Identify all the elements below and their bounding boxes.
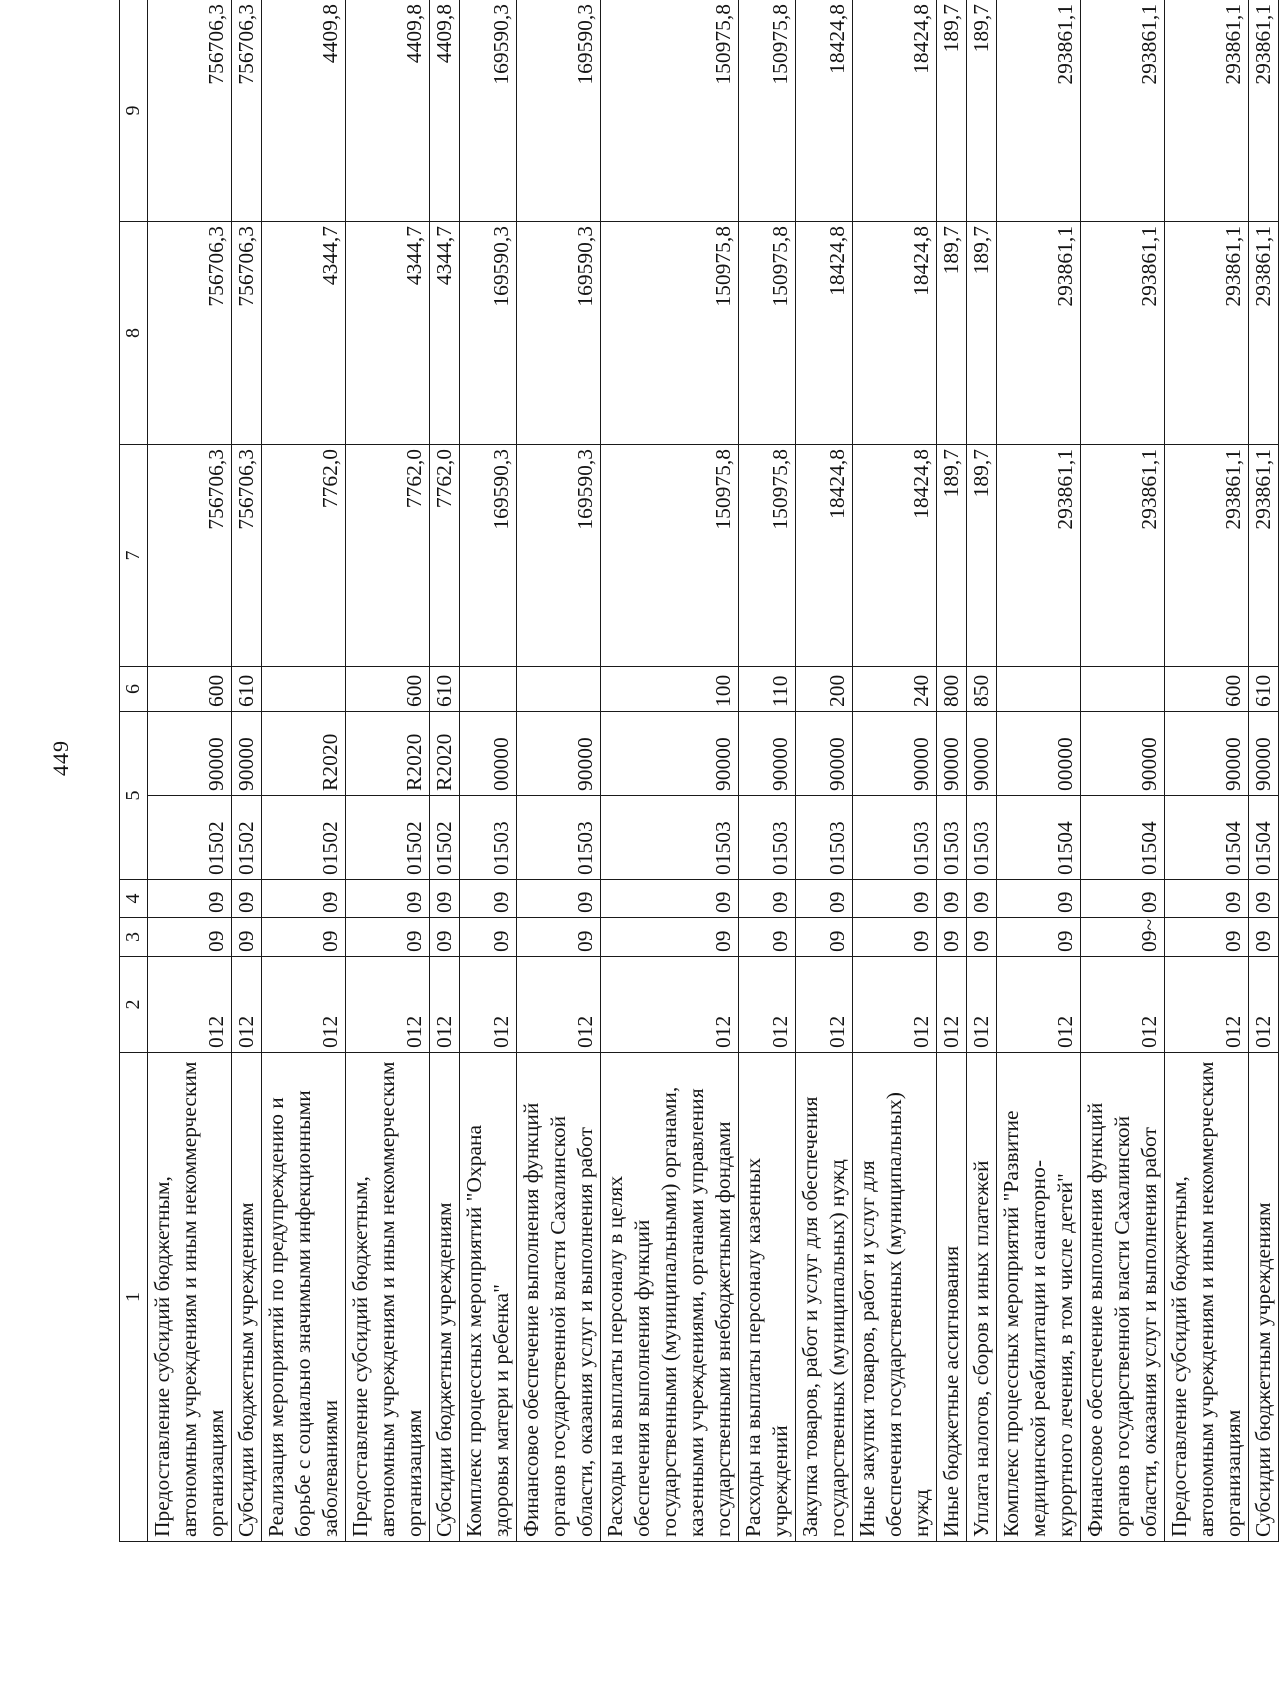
cell-amount-col9: 150975,8 xyxy=(601,0,739,222)
cell-amount-col8: 189,7 xyxy=(937,222,967,445)
cell-amount-col7: 169590,3 xyxy=(460,445,517,667)
cell-amount-col8: 150975,8 xyxy=(739,222,796,445)
header-col-1: 1 xyxy=(120,1053,148,1542)
cell-subsection: 09 xyxy=(430,880,460,918)
cell-target-article-direction: 90000 xyxy=(796,712,853,796)
cell-admin-code: 012 xyxy=(937,957,967,1053)
cell-section: 09 xyxy=(460,918,517,957)
cell-target-article-direction: 90000 xyxy=(148,712,232,796)
cell-target-article-direction: 90000 xyxy=(1165,712,1249,796)
row-description: Реализация мероприятий по предупреждению и борьбе с социально значимыми инфекционными заболеваниями xyxy=(262,1053,346,1542)
cell-amount-col7: 293861,1 xyxy=(997,445,1081,667)
header-col-3: 3 xyxy=(120,918,148,957)
cell-amount-col7: 150975,8 xyxy=(739,445,796,667)
cell-amount-col7: 293861,1 xyxy=(1165,445,1249,667)
row-description: Расходы на выплаты персоналу в целях обеспечения выполнения функций государственными (муниципальными) органами, казенными учреждениями, органами управления государственными внебюджетными фондами xyxy=(601,1053,739,1542)
cell-expense-type xyxy=(517,667,601,712)
cell-subsection: 09 xyxy=(148,880,232,918)
cell-expense-type: 110 xyxy=(739,667,796,712)
cell-section: 09 xyxy=(796,918,853,957)
cell-amount-col8: 756706,3 xyxy=(148,222,232,445)
cell-subsection: 09 xyxy=(1165,880,1249,918)
cell-amount-col7: 756706,3 xyxy=(232,445,262,667)
cell-admin-code: 012 xyxy=(967,957,997,1053)
cell-expense-type: 610 xyxy=(430,667,460,712)
row-description: Предоставление субсидий бюджетным, автономным учреждениям и иным некоммерческим организациям xyxy=(346,1053,430,1542)
cell-admin-code: 012 xyxy=(460,957,517,1053)
header-col-6: 6 xyxy=(120,667,148,712)
cell-amount-col7: 7762,0 xyxy=(262,445,346,667)
cell-target-article-program: 01502 xyxy=(430,796,460,880)
row-description: Расходы на выплаты персоналу казенных учреждений xyxy=(739,1053,796,1542)
cell-admin-code: 012 xyxy=(232,957,262,1053)
cell-expense-type: 100 xyxy=(601,667,739,712)
row-description: Комплекс процессных мероприятий "Охрана здоровья матери и ребенка" xyxy=(460,1053,517,1542)
cell-target-article-program: 01504 xyxy=(1081,796,1165,880)
cell-target-article-direction: 90000 xyxy=(232,712,262,796)
cell-amount-col8: 18424,8 xyxy=(796,222,853,445)
cell-subsection: 09 xyxy=(1081,880,1165,918)
cell-expense-type: 850 xyxy=(967,667,997,712)
cell-subsection: 09 xyxy=(262,880,346,918)
cell-subsection: 09 xyxy=(232,880,262,918)
cell-amount-col7: 169590,3 xyxy=(517,445,601,667)
row-description: Финансовое обеспечение выполнения функций органов государственной власти Сахалинской области, оказания услуг и выполнения работ xyxy=(517,1053,601,1542)
cell-target-article-direction: 90000 xyxy=(853,712,937,796)
header-col-9: 9 xyxy=(120,0,148,222)
cell-section: 09 xyxy=(430,918,460,957)
table-row xyxy=(853,0,937,1542)
cell-target-article-program: 01502 xyxy=(346,796,430,880)
cell-admin-code: 012 xyxy=(262,957,346,1053)
cell-amount-col9: 18424,8 xyxy=(853,0,937,222)
table-row xyxy=(346,0,430,1542)
cell-admin-code: 012 xyxy=(997,957,1081,1053)
cell-amount-col8: 293861,1 xyxy=(997,222,1081,445)
cell-amount-col8: 293861,1 xyxy=(1165,222,1249,445)
cell-target-article-direction: 00000 xyxy=(460,712,517,796)
cell-section: 09 xyxy=(739,918,796,957)
cell-target-article-direction: 90000 xyxy=(937,712,967,796)
cell-amount-col9: 756706,3 xyxy=(148,0,232,222)
table-row xyxy=(937,0,967,1542)
cell-target-article-program: 01502 xyxy=(262,796,346,880)
cell-section: 09~ xyxy=(1081,918,1165,957)
cell-amount-col9: 189,7 xyxy=(937,0,967,222)
cell-section: 09 xyxy=(1165,918,1249,957)
cell-admin-code: 012 xyxy=(1081,957,1165,1053)
cell-target-article-direction: R2020 xyxy=(346,712,430,796)
cell-amount-col8: 293861,1 xyxy=(1249,222,1279,445)
cell-target-article-direction: 90000 xyxy=(517,712,601,796)
table-row xyxy=(796,0,853,1542)
cell-amount-col9: 4409,8 xyxy=(346,0,430,222)
cell-admin-code: 012 xyxy=(853,957,937,1053)
cell-target-article-program: 01502 xyxy=(148,796,232,880)
table-row xyxy=(460,0,517,1542)
row-description: Предоставление субсидий бюджетным, автономным учреждениям и иным некоммерческим организациям xyxy=(1165,1053,1249,1542)
cell-admin-code: 012 xyxy=(430,957,460,1053)
cell-amount-col8: 169590,3 xyxy=(517,222,601,445)
cell-amount-col9: 293861,1 xyxy=(1165,0,1249,222)
cell-expense-type: 200 xyxy=(796,667,853,712)
cell-subsection: 09 xyxy=(346,880,430,918)
cell-amount-col7: 150975,8 xyxy=(601,445,739,667)
table-row xyxy=(262,0,346,1542)
cell-target-article-program: 01504 xyxy=(997,796,1081,880)
cell-amount-col9: 169590,3 xyxy=(460,0,517,222)
cell-target-article-direction: R2020 xyxy=(262,712,346,796)
cell-expense-type: 240 xyxy=(853,667,937,712)
row-description: Субсидии бюджетным учреждениям xyxy=(430,1053,460,1542)
cell-expense-type: 600 xyxy=(1165,667,1249,712)
cell-amount-col7: 18424,8 xyxy=(796,445,853,667)
row-description: Субсидии бюджетным учреждениям xyxy=(1249,1053,1279,1542)
cell-admin-code: 012 xyxy=(739,957,796,1053)
cell-amount-col9: 150975,8 xyxy=(739,0,796,222)
cell-amount-col9: 293861,1 xyxy=(1249,0,1279,222)
cell-amount-col9: 293861,1 xyxy=(997,0,1081,222)
cell-expense-type: 600 xyxy=(346,667,430,712)
cell-target-article-program: 01503 xyxy=(796,796,853,880)
table-row xyxy=(967,0,997,1542)
cell-target-article-direction: 90000 xyxy=(1081,712,1165,796)
cell-amount-col7: 756706,3 xyxy=(148,445,232,667)
cell-subsection: 09 xyxy=(796,880,853,918)
row-description: Финансовое обеспечение выполнения функций органов государственной власти Сахалинской области, оказания услуг и выполнения работ xyxy=(1081,1053,1165,1542)
cell-amount-col7: 189,7 xyxy=(937,445,967,667)
cell-amount-col7: 7762,0 xyxy=(346,445,430,667)
table-row xyxy=(997,0,1081,1542)
cell-subsection: 09 xyxy=(739,880,796,918)
cell-target-article-direction: 90000 xyxy=(1249,712,1279,796)
cell-target-article-program: 01503 xyxy=(460,796,517,880)
cell-section: 09 xyxy=(967,918,997,957)
cell-target-article-program: 01504 xyxy=(1165,796,1249,880)
cell-subsection: 09 xyxy=(937,880,967,918)
header-col-8: 8 xyxy=(120,222,148,445)
cell-subsection: 09 xyxy=(517,880,601,918)
cell-target-article-program: 01502 xyxy=(232,796,262,880)
cell-section: 09 xyxy=(517,918,601,957)
cell-target-article-program: 01504 xyxy=(1249,796,1279,880)
cell-target-article-program: 01503 xyxy=(739,796,796,880)
cell-amount-col9: 4409,8 xyxy=(430,0,460,222)
cell-section: 09 xyxy=(346,918,430,957)
cell-expense-type xyxy=(262,667,346,712)
cell-expense-type xyxy=(997,667,1081,712)
cell-amount-col9: 189,7 xyxy=(967,0,997,222)
cell-section: 09 xyxy=(1249,918,1279,957)
cell-target-article-program: 01503 xyxy=(853,796,937,880)
cell-section: 09 xyxy=(997,918,1081,957)
cell-expense-type: 610 xyxy=(1249,667,1279,712)
cell-amount-col9: 293861,1 xyxy=(1081,0,1165,222)
row-description: Субсидии бюджетным учреждениям xyxy=(232,1053,262,1542)
cell-target-article-direction: R2020 xyxy=(430,712,460,796)
cell-target-article-program: 01503 xyxy=(937,796,967,880)
table-row xyxy=(232,0,262,1542)
table-row xyxy=(1249,0,1279,1542)
cell-expense-type xyxy=(1081,667,1165,712)
cell-amount-col8: 293861,1 xyxy=(1081,222,1165,445)
cell-amount-col9: 18424,8 xyxy=(796,0,853,222)
cell-expense-type: 610 xyxy=(232,667,262,712)
cell-amount-col8: 4344,7 xyxy=(346,222,430,445)
row-description: Иные закупки товаров, работ и услуг для обеспечения государственных (муниципальных) нужд xyxy=(853,1053,937,1542)
cell-expense-type: 800 xyxy=(937,667,967,712)
page-number: 449 xyxy=(48,740,73,776)
table-row xyxy=(430,0,460,1542)
cell-amount-col8: 18424,8 xyxy=(853,222,937,445)
cell-section: 09 xyxy=(148,918,232,957)
cell-amount-col7: 189,7 xyxy=(967,445,997,667)
cell-subsection: 09 xyxy=(1249,880,1279,918)
cell-section: 09 xyxy=(262,918,346,957)
row-description: Иные бюджетные ассигнования xyxy=(937,1053,967,1542)
cell-subsection: 09 xyxy=(601,880,739,918)
table-row xyxy=(148,0,232,1542)
cell-amount-col8: 169590,3 xyxy=(460,222,517,445)
table-row xyxy=(1165,0,1249,1542)
cell-admin-code: 012 xyxy=(346,957,430,1053)
cell-expense-type xyxy=(460,667,517,712)
cell-amount-col7: 293861,1 xyxy=(1081,445,1165,667)
row-description: Уплата налогов, сборов и иных платежей xyxy=(967,1053,997,1542)
budget-table xyxy=(119,0,1279,1542)
table-row xyxy=(1081,0,1165,1542)
cell-target-article-direction: 90000 xyxy=(967,712,997,796)
cell-target-article-program: 01503 xyxy=(967,796,997,880)
cell-admin-code: 012 xyxy=(1249,957,1279,1053)
cell-subsection: 09 xyxy=(967,880,997,918)
table-row xyxy=(739,0,796,1542)
header-col-2: 2 xyxy=(120,957,148,1053)
cell-target-article-direction: 00000 xyxy=(997,712,1081,796)
cell-amount-col8: 756706,3 xyxy=(232,222,262,445)
cell-expense-type: 600 xyxy=(148,667,232,712)
cell-target-article-direction: 90000 xyxy=(739,712,796,796)
cell-section: 09 xyxy=(937,918,967,957)
cell-target-article-direction: 90000 xyxy=(601,712,739,796)
cell-admin-code: 012 xyxy=(796,957,853,1053)
cell-subsection: 09 xyxy=(997,880,1081,918)
cell-target-article-program: 01503 xyxy=(601,796,739,880)
cell-section: 09 xyxy=(853,918,937,957)
cell-amount-col7: 7762,0 xyxy=(430,445,460,667)
cell-section: 09 xyxy=(601,918,739,957)
row-description: Закупка товаров, работ и услуг для обеспечения государственных (муниципальных) нужд xyxy=(796,1053,853,1542)
table-row xyxy=(517,0,601,1542)
header-col-4: 4 xyxy=(120,880,148,918)
cell-amount-col9: 169590,3 xyxy=(517,0,601,222)
header-row xyxy=(120,0,148,1542)
header-col-5: 5 xyxy=(120,712,148,880)
cell-amount-col9: 4409,8 xyxy=(262,0,346,222)
table-row xyxy=(601,0,739,1542)
cell-amount-col7: 293861,1 xyxy=(1249,445,1279,667)
cell-target-article-program: 01503 xyxy=(517,796,601,880)
cell-admin-code: 012 xyxy=(148,957,232,1053)
cell-admin-code: 012 xyxy=(517,957,601,1053)
cell-amount-col8: 150975,8 xyxy=(601,222,739,445)
cell-amount-col8: 4344,7 xyxy=(430,222,460,445)
cell-subsection: 09 xyxy=(853,880,937,918)
cell-amount-col9: 756706,3 xyxy=(232,0,262,222)
header-col-7: 7 xyxy=(120,445,148,667)
cell-admin-code: 012 xyxy=(1165,957,1249,1053)
row-description: Комплекс процессных мероприятий "Развитие медицинской реабилитации и санаторно-курортного лечения, в том числе детей" xyxy=(997,1053,1081,1542)
cell-amount-col8: 189,7 xyxy=(967,222,997,445)
cell-amount-col7: 18424,8 xyxy=(853,445,937,667)
cell-section: 09 xyxy=(232,918,262,957)
row-description: Предоставление субсидий бюджетным, автономным учреждениям и иным некоммерческим организациям xyxy=(148,1053,232,1542)
cell-amount-col8: 4344,7 xyxy=(262,222,346,445)
cell-subsection: 09 xyxy=(460,880,517,918)
cell-admin-code: 012 xyxy=(601,957,739,1053)
